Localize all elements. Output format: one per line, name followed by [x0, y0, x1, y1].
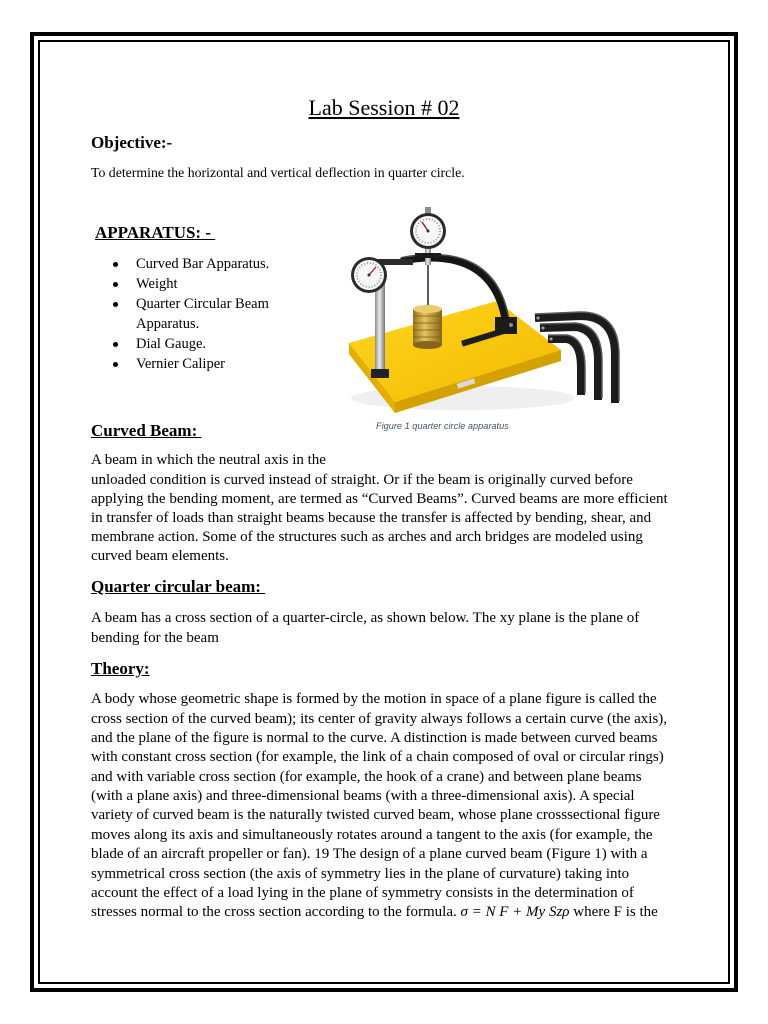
- paragraph-line: and the plane of the figure is normal to the curve. A distinction is made between curved beams: [91, 730, 658, 747]
- paragraph-line: applying the bending moment, are termed as “Curved Beams”. Curved beams are more efficient: [91, 490, 668, 507]
- paragraph-line: bending for the beam: [91, 629, 219, 646]
- theory-paragraph: [91, 690, 667, 922]
- paragraph-line: symmetrical cross section (the axis of symmetry lies in the plane of curvature) taking into: [91, 865, 630, 882]
- bullet-icon: [113, 302, 118, 307]
- list-item: [108, 274, 301, 294]
- apparatus-heading: APPARATUS: -: [95, 223, 216, 242]
- bullet-icon: [113, 342, 118, 347]
- list-item-text: Curved Bar Apparatus.: [136, 256, 270, 272]
- paragraph-line: in transfer of loads than straight beams because the transfer is affected by bending, shear, and: [91, 509, 652, 526]
- list-item: [108, 354, 301, 374]
- objective-heading: Objective:-: [91, 133, 173, 152]
- paragraph-line: A beam has a cross section of a quarter-circle, as shown below. The xy plane is the plane of: [91, 610, 640, 627]
- paragraph-line: A body whose geometric shape is formed by the motion in space of a plane figure is called the: [91, 691, 657, 708]
- bullet-icon: [113, 282, 118, 287]
- theory-heading: Theory:: [91, 659, 150, 678]
- formula-line: [91, 903, 667, 922]
- list-item: [108, 254, 301, 274]
- list-item: [108, 294, 301, 334]
- curved-beam-heading: Curved Beam:: [91, 421, 202, 440]
- paragraph-line: blade of an aircraft propeller or fan). 19 The design of a plane curved beam (Figure 1) with a: [91, 846, 648, 863]
- quarter-circular-beam-heading: Quarter circular beam:: [91, 577, 266, 596]
- bullet-icon: [113, 362, 118, 367]
- apparatus-photo: [345, 195, 632, 415]
- paragraph-line: unloaded condition is curved instead of straight. Or if the beam is originally curved before: [91, 471, 633, 488]
- list-item-text: Weight: [136, 276, 178, 292]
- paragraph-line: A beam in which the neutral axis in the: [91, 452, 326, 469]
- paragraph-line: membrane action. Some of the structures such as arches and arch bridges are modeled using: [91, 529, 643, 546]
- paragraph-line: account the effect of a load lying in the plane of symmetry consists in the determination of: [91, 884, 634, 901]
- stress-formula: σ = N F + My Szρ: [460, 904, 570, 921]
- quarter-circular-beam-paragraph: [91, 609, 639, 647]
- figure-caption: Figure 1 quarter circle apparatus: [376, 421, 509, 431]
- curved-beam-paragraph: [91, 451, 668, 566]
- list-item-text: Vernier Caliper: [136, 356, 225, 372]
- bullet-icon: [113, 262, 118, 267]
- list-item-text: Quarter Circular Beam Apparatus.: [136, 296, 269, 332]
- apparatus-list: [108, 254, 301, 374]
- paragraph-line: with constant cross section (for example, the link of a chain composed of oval or circular rings): [91, 749, 664, 766]
- objective-text: To determine the horizontal and vertical deflection in quarter circle.: [91, 165, 465, 180]
- list-item: [108, 334, 301, 354]
- formula-line-after: where F is the: [569, 904, 658, 921]
- paragraph-line: (with a plane axis) and three-dimensional beams (with a three-dimensional axis). A special: [91, 788, 635, 805]
- paragraph-line: variety of curved beam is the naturally twisted curved beam, whose plane crosssectional figure: [91, 807, 660, 824]
- page-title: Lab Session # 02: [308, 95, 460, 120]
- formula-line-before: stresses normal to the cross section according to the formula.: [91, 904, 461, 921]
- paragraph-line: curved beam elements.: [91, 548, 229, 565]
- left-dial-gauge: [351, 257, 387, 293]
- paragraph-line: moves along its axis and simultaneously rotates around a tangent to the axis (for example, the: [91, 826, 653, 843]
- list-item-text: Dial Gauge.: [136, 336, 207, 352]
- brass-weight-stack: [413, 305, 442, 349]
- paragraph-line: cross section of the curved beam); its center of gravity always follows a certain curve (the axis),: [91, 710, 668, 727]
- paragraph-line: and with variable cross section (for example, the hook of a crane) and between plane beams: [91, 768, 642, 785]
